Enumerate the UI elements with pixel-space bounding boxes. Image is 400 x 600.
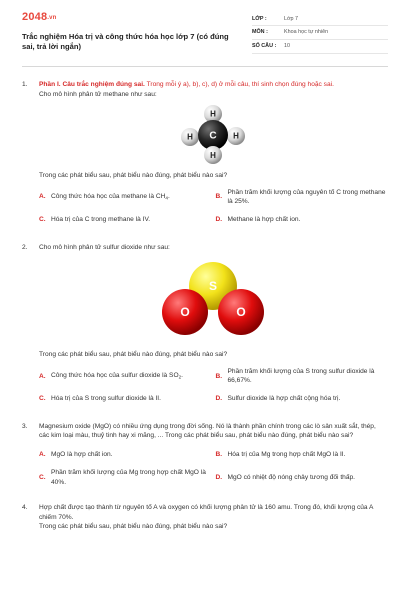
option-text: Công thức hóa học của methane là CH [51, 193, 166, 201]
option-letter: A. [39, 451, 46, 459]
meta-row-class [252, 14, 388, 26]
methane-molecule-illustration [173, 101, 253, 165]
atom-label: H [232, 131, 239, 141]
methane-model [39, 101, 386, 165]
question-1 [22, 80, 386, 227]
option-text: MgO là hợp chất ion. [51, 451, 113, 459]
atom-label: S [208, 279, 217, 294]
meta-label: MÔN : [252, 29, 268, 36]
question-text: Trong các phát biểu sau, phát biểu nào đúng, phát biểu nào sai? [39, 172, 228, 180]
option-a[interactable] [39, 188, 210, 207]
atom-label: H [186, 132, 193, 142]
meta-label: SỐ CÂU : [252, 43, 277, 50]
section-heading [39, 80, 386, 90]
question-number: 1. [22, 81, 28, 88]
option-text: Phần trăm khối lượng của Mg trong hợp chất MgO là 40%. [51, 469, 206, 486]
meta-row-count [252, 42, 388, 54]
logo-text: 2048 [22, 11, 48, 23]
option-text: MgO có nhiệt độ nóng chảy tương đối thấp. [227, 473, 356, 481]
meta-label: LỚP : [252, 15, 267, 22]
section-title: Phần I. Câu trắc nghiệm đúng sai. [39, 81, 145, 88]
meta-value: Lớp 7 [284, 15, 299, 22]
option-text: Hóa trị của Mg trong hợp chất MgO là II. [227, 451, 346, 459]
option-letter: A. [39, 193, 46, 201]
page-header [0, 0, 400, 66]
option-d[interactable] [216, 468, 387, 487]
option-letter: D. [215, 473, 223, 481]
question-list [22, 80, 386, 532]
option-b[interactable] [216, 188, 387, 207]
option-punct: . [167, 193, 170, 201]
atom-label: O [235, 305, 246, 320]
section-instruction: Trong mỗi ý a), b), c), d) ở mỗi câu, thí sinh chọn đúng hoặc sai. [144, 81, 334, 88]
option-d[interactable] [216, 213, 387, 227]
meta-value: Khoa học tự nhiên [284, 29, 329, 36]
sulfur-dioxide-molecule-illustration [158, 258, 268, 344]
option-letter: C. [39, 395, 46, 403]
logo-tld: .vn [47, 15, 57, 21]
answer-options [39, 448, 386, 487]
meta-row-subject [252, 28, 388, 40]
option-letter: B. [215, 193, 223, 201]
option-b[interactable] [216, 367, 387, 386]
option-text: Hóa trị của S trong sulfur dioxide là II. [51, 395, 161, 403]
option-letter: A. [39, 372, 46, 380]
meta-panel [252, 14, 388, 55]
atom-label: O [179, 305, 190, 320]
document-title: Trắc nghiệm Hóa trị và công thức hóa học lớp 7 (có đúng sai, trả lời ngắn) [22, 31, 229, 52]
question-3 [22, 422, 386, 487]
option-letter: D. [215, 215, 223, 223]
option-letter: C. [39, 473, 46, 481]
option-c[interactable] [39, 213, 210, 227]
atom-label: H [209, 109, 216, 119]
question-4 [22, 503, 386, 532]
question-prompt: Cho mô hình phân tử methane như sau: [39, 90, 157, 98]
sulfur-dioxide-model [39, 258, 386, 344]
option-letter: D. [215, 395, 223, 403]
question-number: 4. [22, 504, 28, 512]
subscript: 2 [178, 374, 182, 380]
option-b[interactable] [216, 448, 387, 462]
option-punct: . [181, 372, 183, 380]
option-c[interactable] [39, 468, 210, 487]
option-d[interactable] [216, 392, 387, 406]
question-text: Hợp chất được tạo thành từ nguyên tố A và oxygen có khối lượng phân tử là 160 amu. Trong đó, khối lượng của A chiếm 70%. [39, 504, 374, 521]
option-text: Sulfur dioxide là hợp chất cộng hóa trị. [227, 395, 341, 403]
answer-options [39, 367, 386, 406]
atom-label: C [208, 130, 217, 142]
answer-options [39, 188, 386, 227]
option-text: Hóa trị của C trong methane là IV. [51, 215, 151, 223]
option-letter: C. [39, 215, 46, 223]
question-number: 3. [22, 422, 28, 430]
question-number: 2. [22, 243, 28, 251]
question-text: Magnesium oxide (MgO) có nhiều ứng dụng trong đời sống. Nó là thành phần chính trong các lò sản xuất sắt, thép, các kim loại màu, thuỷ tinh hay xi măng, ... Trong các phát biểu sau, phát biểu nào đúng, phát biểu nào sai? [39, 422, 376, 440]
atom-label: H [209, 151, 216, 161]
option-a[interactable] [39, 367, 210, 386]
question-text: Trong các phát biểu sau, phát biểu nào đúng, phát biểu nào sai? [39, 351, 228, 359]
option-text: Công thức hóa học của sulfur dioxide là SO [51, 372, 179, 380]
option-letter: B. [215, 451, 223, 459]
question-prompt: Cho mô hình phân tử sulfur dioxide như sau: [39, 243, 170, 251]
option-letter: B. [215, 372, 223, 380]
option-text: Phần trăm khối lượng của S trong sulfur dioxide là 66,67%. [227, 367, 375, 385]
question-subtext: Trong các phát biểu sau, phát biểu nào đúng, phát biểu nào sai? [39, 523, 228, 531]
question-2 [22, 243, 386, 406]
option-text: Methane là hợp chất ion. [227, 215, 301, 223]
header-divider [22, 66, 388, 67]
option-text: Phần trăm khối lượng của nguyên tố C trong methane là 25%. [227, 188, 386, 206]
option-c[interactable] [39, 392, 210, 406]
subscript: 4 [165, 195, 168, 201]
option-a[interactable] [39, 448, 210, 462]
meta-value: 10 [284, 43, 290, 50]
